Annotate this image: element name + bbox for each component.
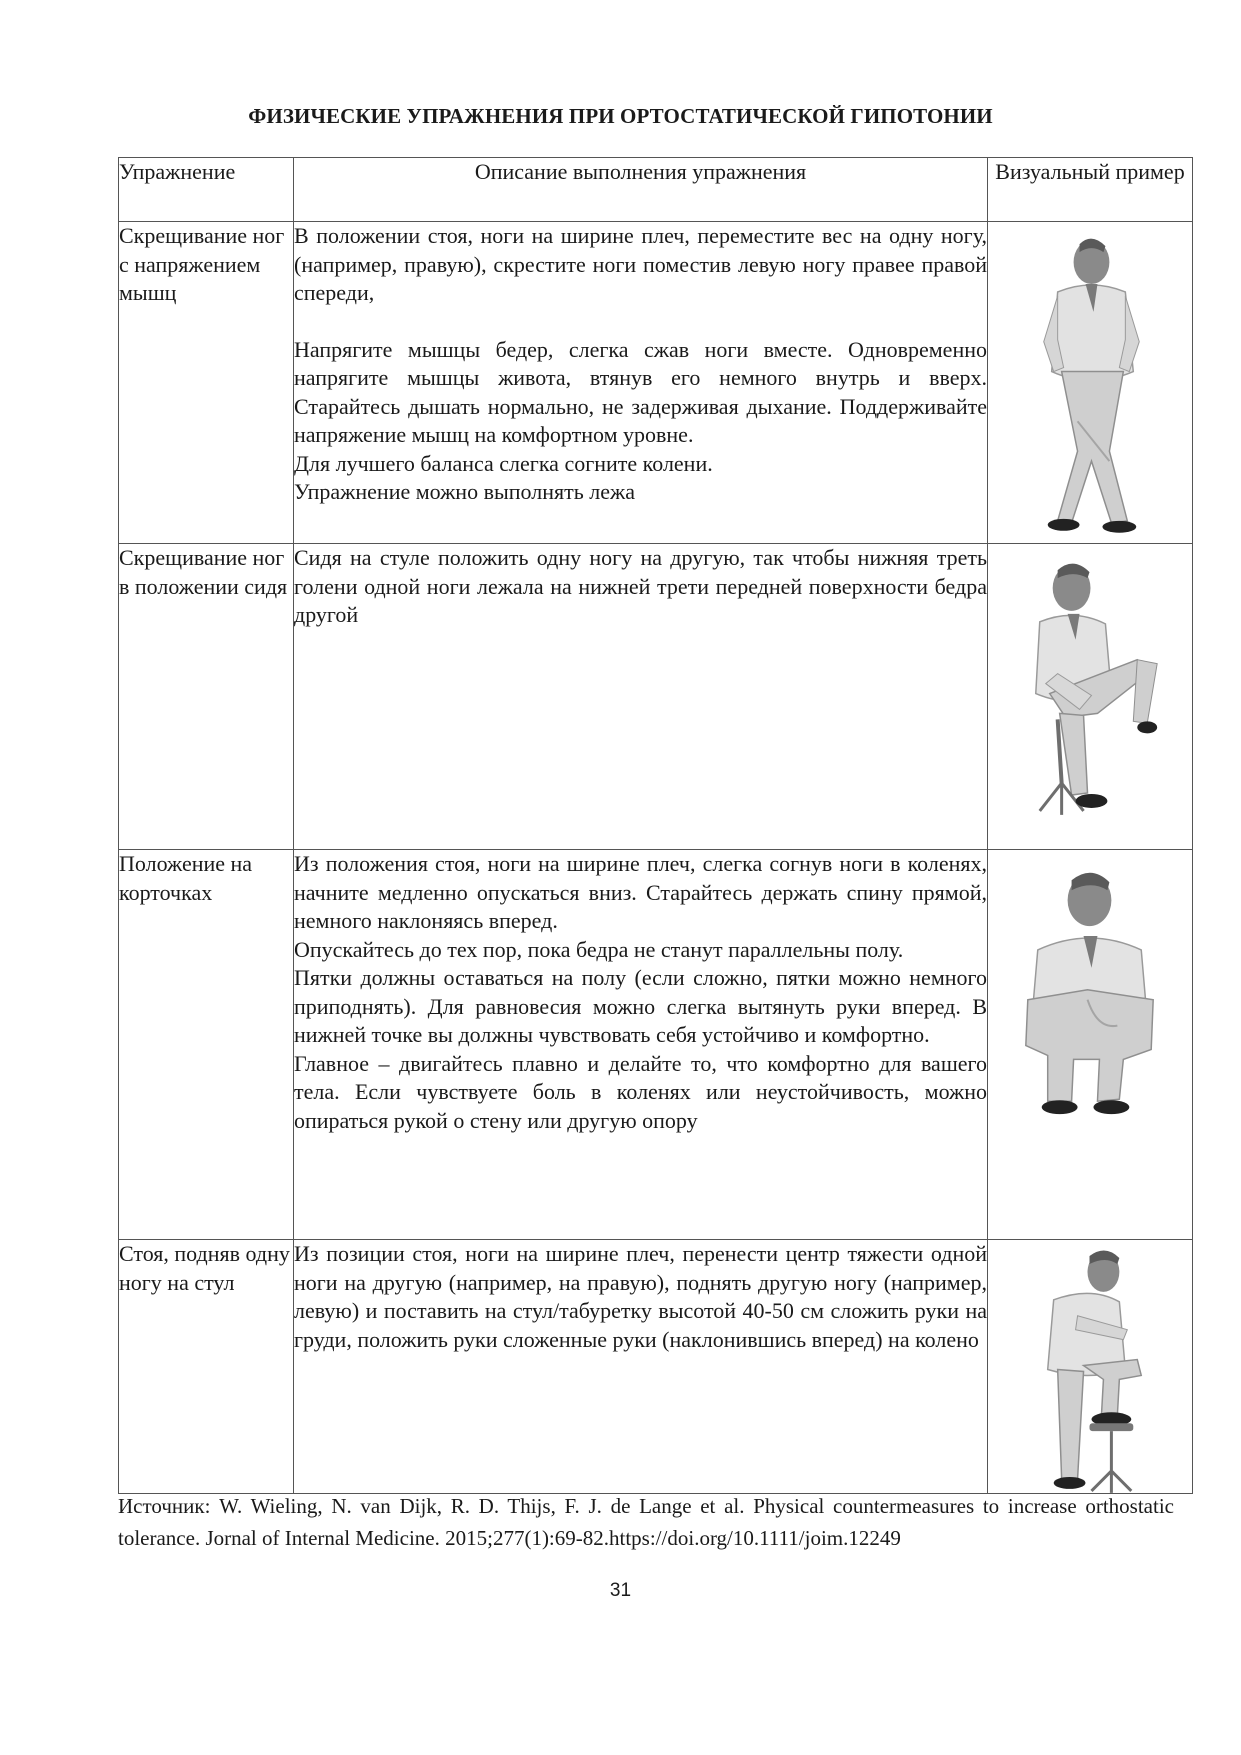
description-paragraph: Пятки должны оставаться на полу (если сложно, пятки можно немного приподнять). Для равновесия можно слегка вытянуть руки вперед. В нижней точке вы должны чувствовать себя устойчиво и комфортно. bbox=[294, 965, 987, 1047]
visual-example-cell bbox=[988, 850, 1193, 1240]
header-visual: Визуальный пример bbox=[988, 158, 1193, 222]
exercise-description bbox=[294, 544, 988, 850]
exercise-name: Скрещивание ног в положении сидя bbox=[119, 544, 294, 850]
exercise-description bbox=[294, 850, 988, 1240]
table-row bbox=[119, 222, 1193, 544]
table-row bbox=[119, 1240, 1193, 1494]
man-seated-legs-crossed-illustration bbox=[988, 544, 1192, 849]
header-exercise: Упражнение bbox=[119, 158, 294, 222]
description-paragraph: Из позиции стоя, ноги на ширине плеч, перенести центр тяжести одной ноги на другую (например, на правую), поднять другую ногу (например, левую) и поставить на стул/табуретку высотой 40-50 см сложить руки на груди, положить руки сложенные руки (наклонившись вперед) на колено bbox=[294, 1241, 987, 1352]
description-paragraph: В положении стоя, ноги на ширине плеч, переместите вес на одну ногу, (например, правую), скрестите ноги поместив левую ногу правее правой спереди, bbox=[294, 223, 987, 305]
visual-example-cell bbox=[988, 1240, 1193, 1494]
description-paragraph: Напрягите мышцы бедер, слегка сжав ноги вместе. Одновременно напрягите мышцы живота, втянув его немного внутрь и вверх. Старайтесь дышать нормально, не задерживая дыхание. Поддерживайте напряжение мышц на комфортном уровне. bbox=[294, 336, 987, 447]
source-citation: Источник: W. Wieling, N. van Dijk, R. D. Thijs, F. J. de Lange et al. Physical countermeasures to increase orthostatic tolerance. Jornal of Internal Medicine. 2015;277(1):69-82.https://doi.org/10.1111/joim.12249 bbox=[118, 1494, 1174, 1550]
description-paragraph: Сидя на стуле положить одну ногу на другую, так чтобы нижняя треть голени одной ноги лежала на нижней трети передней поверхности бедра другой bbox=[294, 545, 987, 627]
table-header-row bbox=[119, 158, 1193, 222]
header-description: Описание выполнения упражнения bbox=[294, 158, 988, 222]
exercise-table bbox=[118, 157, 1193, 1494]
visual-example-cell bbox=[988, 544, 1193, 850]
description-paragraph: Из положения стоя, ноги на ширине плеч, слегка согнув ноги в коленях, начните медленно опускаться вниз. Старайтесь держать спину прямой, немного наклоняясь вперед. bbox=[294, 851, 987, 933]
page-title: ФИЗИЧЕСКИЕ УПРАЖНЕНИЯ ПРИ ОРТОСТАТИЧЕСКОЙ ГИПОТОНИИ bbox=[248, 104, 993, 128]
man-squatting-illustration bbox=[988, 850, 1192, 1239]
exercise-description bbox=[294, 1240, 988, 1494]
exercise-name: Стоя, подняв одну ногу на стул bbox=[119, 1240, 294, 1494]
description-paragraph: Для лучшего баланса слегка согните колени. bbox=[294, 450, 713, 476]
page-number: 31 bbox=[609, 1580, 632, 1601]
description-paragraph: Главное – двигайтесь плавно и делайте то, что комфортно для вашего тела. Если чувствуете боль в коленях или неустойчивость, можно опираться рукой о стену или другую опору bbox=[294, 1050, 987, 1133]
man-foot-on-stool-illustration bbox=[988, 1240, 1192, 1493]
visual-example-cell bbox=[988, 222, 1193, 544]
description-paragraph: Упражнение можно выполнять лежа bbox=[294, 479, 635, 504]
exercise-name: Положение на корточках bbox=[119, 850, 294, 1240]
table-row bbox=[119, 850, 1193, 1240]
description-paragraph: Опускайтесь до тех пор, пока бедра не станут параллельны полу. bbox=[294, 936, 904, 962]
exercise-description bbox=[294, 222, 988, 544]
table-row bbox=[119, 544, 1193, 850]
man-standing-legs-crossed-illustration bbox=[988, 222, 1192, 543]
exercise-name: Скрещивание ног с напряжением мышц bbox=[119, 222, 294, 544]
